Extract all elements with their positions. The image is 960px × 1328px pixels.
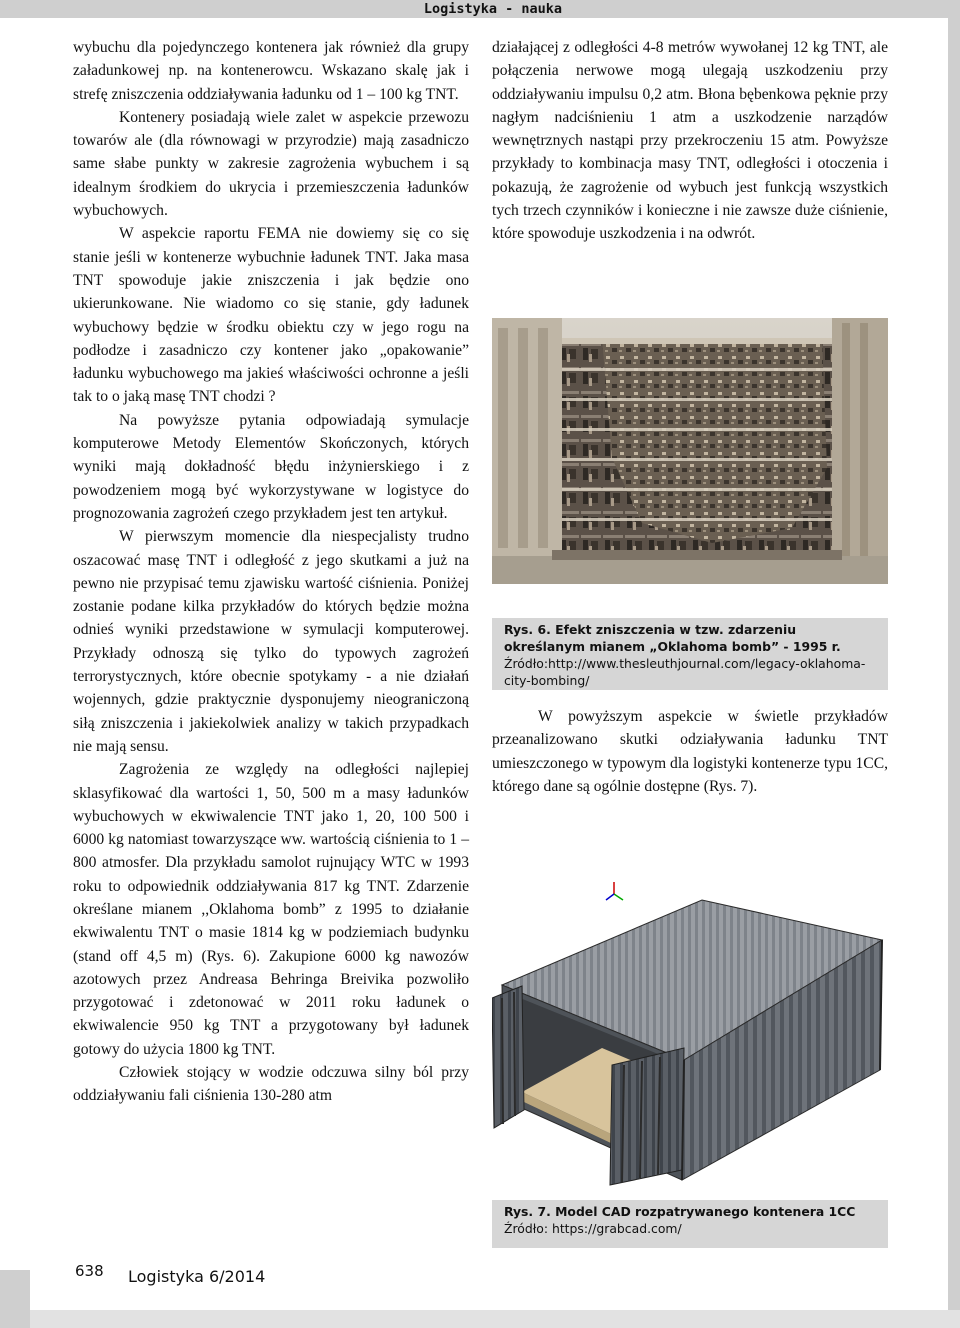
header-bar [0,0,960,18]
right-column-mid [492,705,888,798]
paragraph: W aspekcie raportu FEMA nie dowiemy się co się stanie jeśli w kontenerze wybuchnie ładunek TNT. Jaka masa TNT spowoduje jakie zniszczenia i jak będzie ono ukierunkowane. Nie wiadomo co się stanie, gdy ładunek wybuchowy będzie w środku obiektu czy w jego rogu na podłodze i zasadniczo czy kontener jako „opakowanie” ładunku wybuchowego ma jakieś właściwości ochronne a jeśli tak to o jaką masę TNT chodzi ? [73,225,469,406]
left-column [73,36,469,1108]
paragraph: W pierwszym momencie dla niespecjalisty trudno oszacować masę TNT i odległość z jego skutkami a już na pewno nie przypisać temu zjawisku wartość ciśnienia. Poniżej zostanie podane kilka przykładów do których będzie można odnieś wyniki przedstawione w symulacji komputerowej. Przykłady odnoszą się tylko do typowych zagrożeń terrorystycznych, które obecnie spotykamy - a nie działań wojennych, gdzie praktycznie dysponujemy nieograniczoną siłą zniszczenia i jakiekolwiek analizy w takich przypadkach nie mają sensu. [73,528,469,755]
right-column-top [492,36,888,246]
oklahoma-building-photo [492,318,888,584]
paragraph: wybuchu dla pojedynczego kontenera jak również dla grupy załadunkowej np. na kontenerowcu. Wskazano skalę jak i strefę zniszczenia oddziaływania ładunku od 1 – 100 kg TNT. [73,39,469,103]
paragraph: działającej z odległości 4-8 metrów wywołanej 12 kg TNT, ale połączenia nerwowe mogą ulegają uszkodzeniu przy oddziaływaniu impulsu 0,2 atm. Błona bębenkowa pęknie przy nagłym nadciśnieniu 1 atm a uszkodzenie narządów wewnętrznych nastąpi przy przekroczeniu 15 atm. Powyższe przykłady to kombinacja masy TNT, odległości i otoczenia i pokazują, że zagrożenie od wybuch jest funkcją wszystkich tych trzech czynników i konieczne i nie zawsze duże ciśnienie, które spowoduje uszkodzenia i na odwrót. [492,39,888,243]
right-margin-strip [948,18,960,1328]
figure-6-caption [492,618,888,690]
caption-source: Źródło: https://grabcad.com/ [504,1221,682,1236]
magazine-issue: Logistyka 6/2014 [128,1267,266,1286]
paragraph: Człowiek stojący w wodzie odczuwa silny ból przy oddziaływaniu fali ciśnienia 130-280 atm [73,1064,469,1105]
paragraph: Kontenery posiadają wiele zalet w aspekcie przewozu towarów ale (dla równowagi w przyrodzie) mają zasadniczo same słabe punkty w zakresie zagrożenia wybuchem i są idealnym środkiem do ukrycia i przemieszczenia ładunków wybuchowych. [73,108,469,220]
axis-triad-icon [606,882,623,900]
caption-title: Rys. 7. Model CAD rozpatrywanego kontenera 1CC [504,1204,856,1219]
paragraph: Zagrożenia ze względy na odległości najlepiej sklasyfikować dla wartości 1, 50, 500 m a masy ładunków wybuchowych w ekwiwalencie TNT jako 1, 20, 100 500 i 6000 kg natomiast towarzyszące ww. wartością ciśnienia to 1 – 800 atmosfer. Dla przykładu samolot rujnujący WTC w 1993 roku to odpowiednik oddziaływania 817 kg TNT. Zdarzenie określane mianem ,,Oklahoma bomb” z 1995 to działanie ekwiwalentu TNT o masie 1814 kg w podziemiach budynku (stand off 4,5 m) (Rys. 6). Zakupione 6000 kg nawozów azotowych przez Andreasa Behringa Breivika pozwoliło przygotować i zdetonować w 2011 roku ładunek o ekwiwalencie 950 kg TNT a przygotowany był ładunek gotowy do użycia 1800 kg TNT. [73,761,469,1058]
caption-source: Źródło:http://www.thesleuthjournal.com/legacy-oklahoma-city-bombing/ [504,656,866,688]
paragraph: W powyższym aspekcie w świetle przykładów przeanalizowano skutki odziaływania ładunku TNT umieszczonego w typowym dla logistyki kontenerze typu 1CC, którego dane są ogólnie dostępne (Rys. 7). [492,708,888,795]
container-cad-model [492,880,888,1186]
bottom-margin-strip [0,1310,960,1328]
page-number: 638 [75,1262,104,1280]
paragraph: Na powyższe pytania odpowiadają symulacje komputerowe Metody Elementów Skończonych, których wyniki mają dokładność błędu inżynierskiego i z powodzeniem mogą być wykorzystywane w logistyce do prognozowania zagrożeń czego przykładem jest ten artykuł. [73,411,469,522]
section-title: Logistyka - nauka [423,1,562,17]
caption-title: Rys. 6. Efekt zniszczenia w tzw. zdarzeniu określanym mianem „Oklahoma bomb” - 1995 r. [504,622,841,654]
figure-7-caption [492,1200,888,1248]
left-margin-strip [0,1270,30,1328]
